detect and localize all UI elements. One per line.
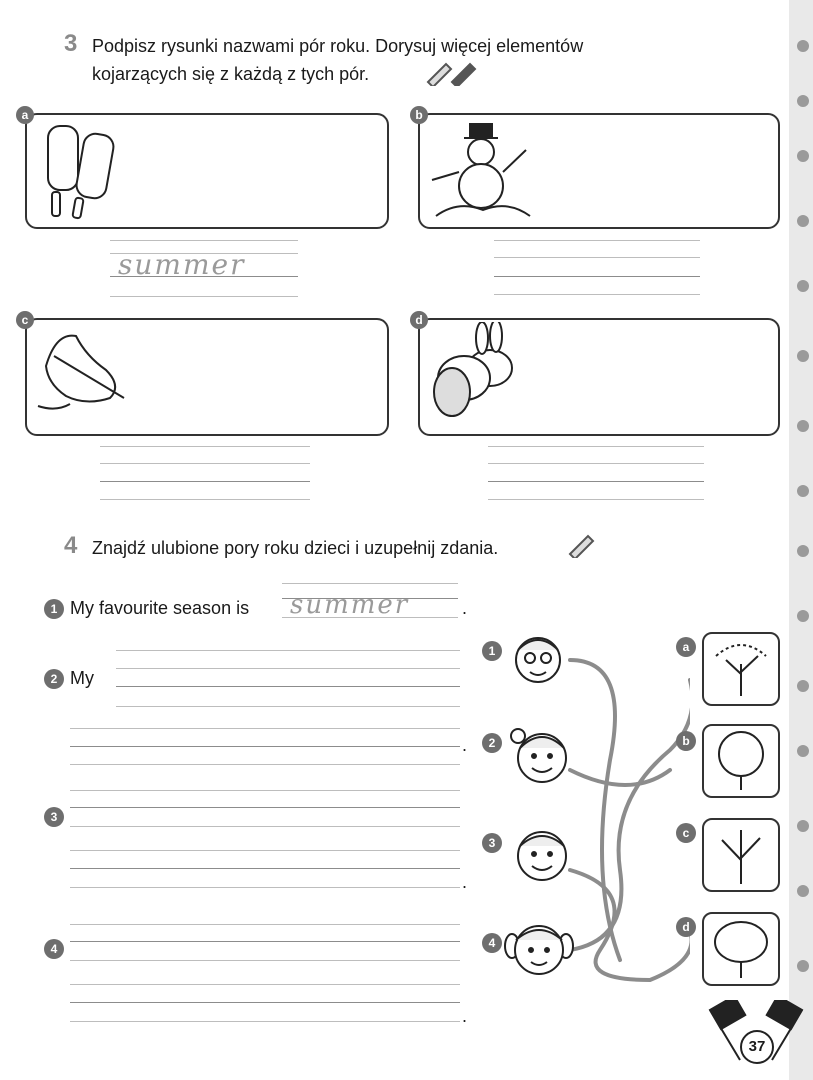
writing-line [488, 499, 704, 500]
writing-line [70, 924, 460, 925]
writing-line [488, 446, 704, 447]
paw-print-icon [797, 485, 809, 497]
decorative-paw-strip [789, 0, 813, 1080]
paw-print-icon [797, 215, 809, 227]
writing-line [70, 960, 460, 961]
writing-line [70, 887, 460, 888]
writing-line [70, 826, 460, 827]
pencil-icon [424, 58, 480, 86]
paw-print-icon [797, 745, 809, 757]
exercise-instruction: Znajdź ulubione pory roku dzieci i uzupełnij zdania. [92, 538, 499, 558]
paw-print-icon [797, 545, 809, 557]
writing-line [70, 790, 460, 791]
girl-with-pigtails-icon [504, 916, 574, 984]
tree-letter: a [676, 636, 702, 657]
paw-print-icon [797, 150, 809, 162]
writing-line [70, 984, 460, 985]
girl-with-bun-icon [508, 722, 570, 790]
paw-print-icon [797, 960, 809, 972]
writing-line [70, 868, 460, 869]
writing-line [70, 746, 460, 747]
sentence-2 [44, 668, 94, 689]
sentence-1 [44, 598, 249, 619]
card-badge: c [16, 311, 34, 329]
writing-line [488, 481, 704, 482]
tree-box-b [702, 724, 780, 798]
child-number: 1 [482, 640, 508, 661]
writing-line [116, 650, 460, 651]
writing-line [70, 764, 460, 765]
snowman-icon [428, 120, 538, 220]
sentence-3 [44, 806, 70, 827]
sentence-number: 2 [44, 669, 64, 689]
winter-tree-icon [704, 820, 778, 890]
spring-tree-icon [704, 914, 778, 984]
child-number: 4 [482, 932, 508, 953]
sentence-end: . [462, 1006, 468, 1026]
paw-print-icon [797, 280, 809, 292]
answer-trace-summer: summer [118, 248, 246, 281]
writing-line [100, 446, 310, 447]
tree-box-a [702, 632, 780, 706]
sentence-number: 1 [44, 599, 64, 619]
writing-line [116, 706, 460, 707]
sentence-number: 3 [44, 807, 64, 827]
writing-line [70, 1021, 460, 1022]
sentence-text: My favourite season is [70, 598, 250, 618]
pencil-icon [566, 530, 600, 558]
autumn-tree-icon [704, 634, 778, 704]
boy-with-glasses-icon [510, 628, 566, 692]
card-badge: d [410, 311, 428, 329]
writing-line [110, 240, 298, 241]
card-badge: a [16, 106, 34, 124]
boy-icon [512, 822, 570, 888]
sentence-end: . [462, 598, 468, 618]
writing-line [100, 463, 310, 464]
writing-line [494, 240, 700, 241]
paw-print-icon [797, 95, 809, 107]
sentence-number: 4 [44, 939, 64, 959]
writing-line [70, 850, 460, 851]
tree-box-c [702, 818, 780, 892]
writing-line [100, 481, 310, 482]
exercise-number: 4 [64, 532, 78, 559]
paw-print-icon [797, 40, 809, 52]
writing-line [488, 463, 704, 464]
page-number: 37 [740, 1030, 774, 1064]
writing-line [70, 1002, 460, 1003]
writing-line [494, 257, 700, 258]
writing-line [70, 728, 460, 729]
paw-print-icon [797, 885, 809, 897]
writing-line [70, 941, 460, 942]
sentence-4 [44, 938, 70, 959]
paw-print-icon [797, 820, 809, 832]
sentence-text: My [70, 668, 94, 688]
card-badge: b [410, 106, 428, 124]
child-number: 2 [482, 732, 508, 753]
writing-line [116, 668, 460, 669]
sentence-end: . [462, 735, 468, 755]
exercise-number: 3 [64, 30, 78, 57]
writing-line [282, 583, 458, 584]
writing-line [70, 807, 460, 808]
summer-tree-icon [704, 726, 778, 796]
writing-line [494, 276, 700, 277]
leaf-icon [36, 326, 132, 416]
easter-bunny-icon [424, 322, 524, 422]
paw-print-icon [797, 350, 809, 362]
paw-print-icon [797, 420, 809, 432]
writing-line [100, 499, 310, 500]
paw-print-icon [797, 610, 809, 622]
tree-box-d [702, 912, 780, 986]
tree-letter: d [676, 916, 702, 937]
exercise-instruction-line1: Podpisz rysunki nazwami pór roku. Dorysuj więcej elementów [92, 36, 584, 56]
exercise-instruction-line2: kojarzących się z każdą z tych pór. [92, 64, 370, 84]
tree-letter: c [676, 822, 702, 843]
answer-trace-summer: summer [290, 590, 410, 620]
ice-cream-icon [42, 120, 132, 220]
writing-line [116, 686, 460, 687]
child-number: 3 [482, 832, 508, 853]
writing-line [110, 296, 298, 297]
tree-letter: b [676, 730, 702, 751]
sentence-end: . [462, 872, 468, 892]
paw-print-icon [797, 680, 809, 692]
writing-line [494, 294, 700, 295]
